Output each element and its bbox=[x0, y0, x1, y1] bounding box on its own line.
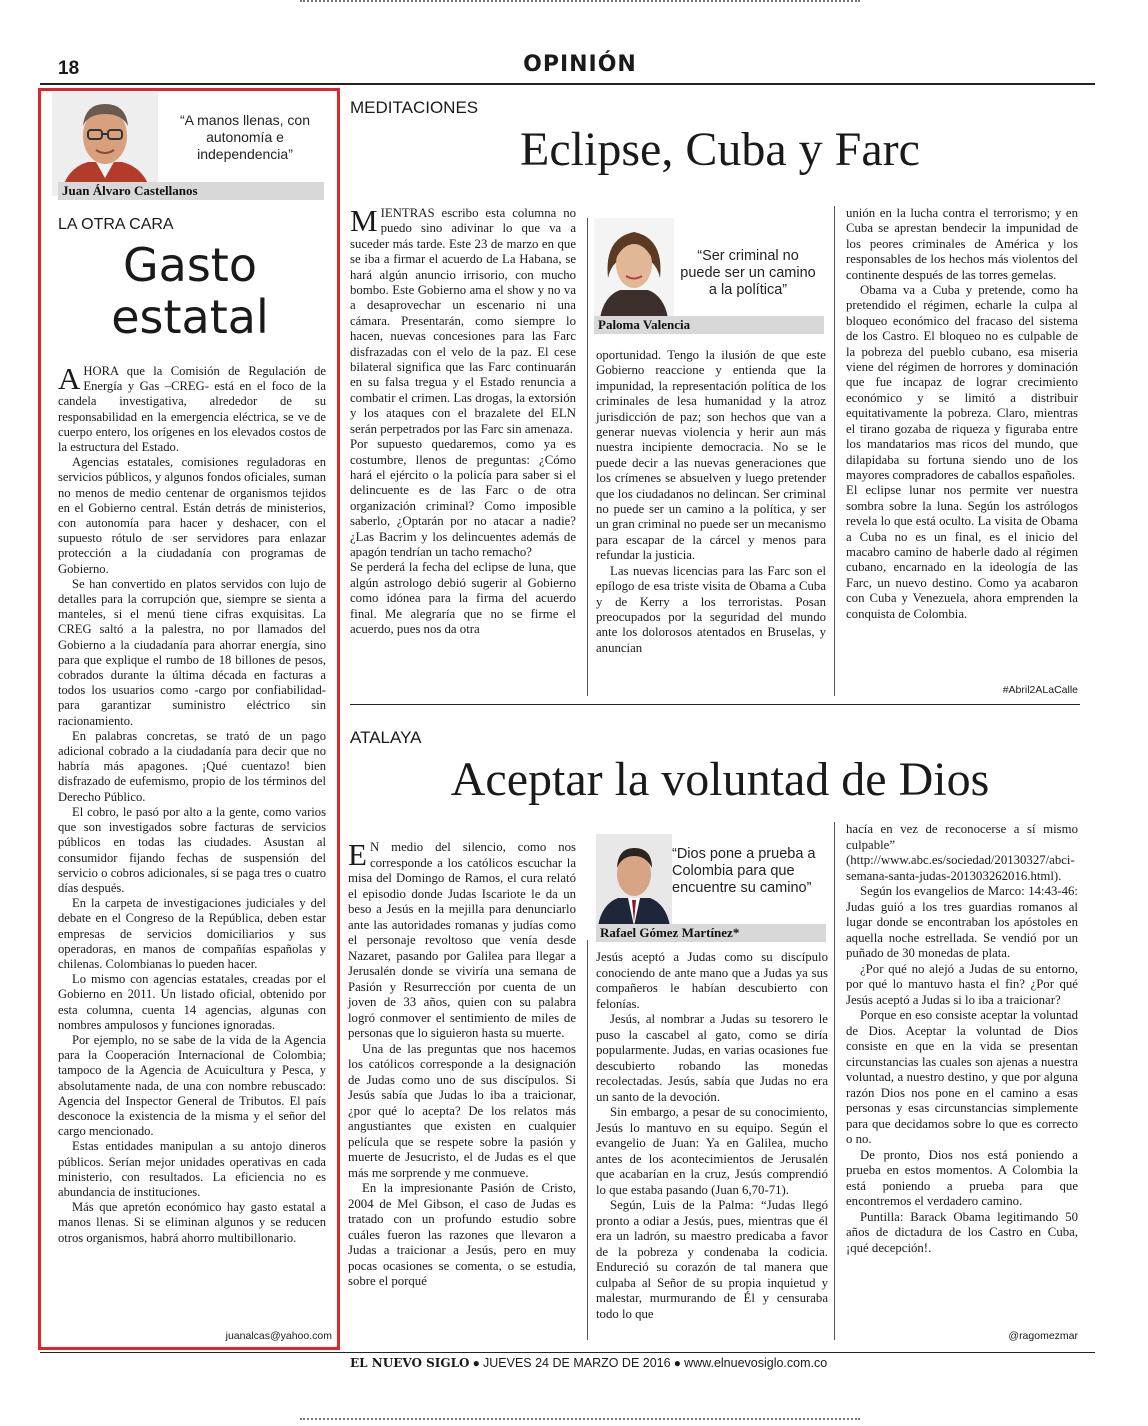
footer-dot-icon: ● bbox=[673, 1356, 681, 1370]
footer-brand: EL NUEVO SIGLO bbox=[350, 1356, 470, 1370]
column-rule bbox=[587, 940, 588, 1340]
top-paragraph: oportunidad. Tengo la ilusión de que este Gobierno reaccione y entienda que la impunidad, la representación política de los criminales de lesa humanidad y la atroz jurisdicción de paz; son hechos que van a generar nuevas violencia y herir aun más nuestra incipiente democracia. No se le puede decir a las nuevas generaciones que los crímenes se absuelven y luego pretender que los ciudadanos no delincan. Ser criminal no puede ser un camino a la política, y ser un gran criminal no puede ser un mecanismo para escapar de la cárcel y menos para refundar la justicia. bbox=[596, 348, 826, 563]
bottom-paragraph: En la impresionante Pasión de Cristo, 2004 de Mel Gibson, el caso de Judas es tratado con un profundo estudio sobre cuáles fueron las razones que llevaron a Judas a traicionar a Jesús, pero en muy pocas ocasiones se comenta, o se estudia, sobre el porqué bbox=[348, 1181, 576, 1288]
footer-url[interactable]: www.elnuevosiglo.com.co bbox=[684, 1356, 828, 1370]
left-quote: “A manos llenas, con autonomía e independencia” bbox=[180, 112, 310, 162]
top-paragraph: El eclipse lunar nos permite ver nuestra sombra sobre la luna. Según los astrólogos revela lo que está oculto. La visita de Obama a Cuba no es un final, es el inicio del macabro camino de haberle dado al régimen cubano, encarnado en la ideología de las Farc, un nuevo destino. Como ya acabaron con Cuba y Venezuela, ahora emprenden la conquista de Colombia. bbox=[846, 483, 1078, 621]
top-dropcap: M bbox=[350, 203, 378, 238]
left-paragraph: En palabras concretas, se trató de un pago adicional cobrado a la ciudadanía para decir que no habría más apagones. ¡Qué cuentazo! bien disfrazado de eufemismo, propio de los términos del Derecho Público. bbox=[58, 728, 326, 804]
section-divider bbox=[350, 704, 1080, 705]
bottom-author-name: Rafael Gómez Martínez* bbox=[596, 924, 826, 942]
top-paragraph: Por supuesto quedaremos, como ya es costumbre, llenos de preguntas: ¿Cómo hará el ejército o la policía para saber si el delincuente es de las Farc o de otra organización criminal? Como imposible saberlo, ¿Optarán por no atacar a nadie? ¿Las Bacrim y los delincuentes además de apagón tendrían un tacho remacho? bbox=[350, 437, 576, 559]
page-number: 18 bbox=[58, 58, 80, 79]
top-col-2 bbox=[596, 348, 826, 656]
left-title-line2: estatal bbox=[111, 290, 269, 344]
bottom-paragraph: hacía en vez de reconocerse a sí mismo culpable” (http://www.abc.es/sociedad/20130327/abci-semana-santa-judas-201303262016.html). bbox=[846, 822, 1078, 883]
top-strip bbox=[300, 0, 860, 6]
left-email[interactable]: juanalcas@yahoo.com bbox=[225, 1330, 332, 1342]
top-paragraph: unión en la lucha contra el terrorismo; y en Cuba se aprestan bendecir la impunidad de los peores criminales de América y los responsables de los hechos más violentos del continente después de las torres gemelas. bbox=[846, 206, 1078, 282]
top-paragraph: Se perderá la fecha del eclipse de luna, que algún astrologo debió sugerir al Gobierno como idónea para la firma del acuerdo final. Me alegraría que no se firme el acuerdo, pues nos da otra bbox=[350, 560, 576, 636]
bottom-dropcap: E bbox=[348, 837, 367, 872]
top-paragraph: IENTRAS escribo esta columna no puedo sino adivinar lo que va a suceder más tarde. Este 23 de marzo en que se iba a firmar el acuerdo de La Habana, se hará algún anuncio irrisorio, con mucho bombo. Este Gobierno ama el show y no va a desaprovechar un escenario ni una cámara. Presentarán, como siempre lo hacen, nuevas concesiones para las Farc disfrazadas con el velo de la paz. El cese bilateral significa que las Farc continuarán en su falsa tregua y el Estado renuncia a combatir el crimen. Las drogas, la extorsión y los ataques con el brazalete del ELN serán perpetrados por las Farc sin amenaza. bbox=[350, 206, 576, 436]
left-title-line1: Gasto bbox=[123, 238, 257, 292]
column-rule bbox=[587, 218, 588, 696]
column-rule bbox=[834, 822, 835, 1340]
author-photo-gomez bbox=[596, 834, 672, 926]
footer-dot-icon: ● bbox=[472, 1356, 480, 1370]
left-paragraph: El cobro, le pasó por alto a la gente, como varios que son investigados sobre facturas de servicios públicos en todas las ciudades. Asustan al consumidor fijando fechas de suspensión del servicio o cobros adicionales, si se paga tres o cuatro días después. bbox=[58, 804, 326, 895]
top-paragraph: Las nuevas licencias para las Farc son el epílogo de esa triste visita de Obama a Cuba y de Kerry a los terroristas. Posan preocupados por la seguridad del mundo ante los dolorosos atentados en Bruselas, y anuncian bbox=[596, 563, 826, 655]
footer-date: JUEVES 24 DE MARZO DE 2016 bbox=[483, 1356, 671, 1370]
author-photo-castellanos bbox=[52, 92, 158, 196]
left-paragraph: En la carpeta de investigaciones judiciales y del debate en el Congreso de la República, deben estar empresas de servicios domiciliarios y sus operadoras, en manos de compañías españolas y chilenas. Colombianas lo pueden hacer. bbox=[58, 896, 326, 971]
top-paragraph: Obama va a Cuba y pretende, como ha pretendido el régimen, echarle la culpa al bloqueo económico del fracaso del sistema de los Castro. El bloqueo no es culpable de la pobreza del pueblo cubano, esa miseria viene del régimen de horrores y dominación que fue incapaz de lograr crecimiento económico y se limitó a distribuir equitativamente la pobreza. Claro, mientras el tirano gozaba de riqueza y figuraba entre los mandatarios mas ricos del mundo, que dilapidaba su fortuna siendo uno de los mayores compradores de caballos españoles. bbox=[846, 283, 1078, 482]
bottom-col-3 bbox=[846, 822, 1078, 1256]
header-rule bbox=[40, 83, 1095, 85]
top-hashtag: #Abril2ALaCalle bbox=[1002, 684, 1078, 696]
bottom-strip bbox=[300, 1418, 860, 1424]
bottom-paragraph: Una de las preguntas que nos hacemos los católicos corresponde a la designación de Judas como uno de sus discípulos. Si Jesús sabía que Judas lo iba a traicionar, ¿por qué lo acepta? De los relatos más angustiantes que existen en cualquier película que se respete sobre la pasión y muerte de Jesucristo, el de Judas es el que más me sorprende y me conmueve. bbox=[348, 1041, 576, 1180]
top-author-name: Paloma Valencia bbox=[594, 316, 824, 334]
left-dropcap: A bbox=[58, 361, 81, 396]
left-paragraph: Lo mismo con agencias estatales, creadas por el Gobierno en 2011. Un listado oficial, obtenido por esta columna, cuenta 14 agencias, algunas con nombres ampulosos y funciones ignoradas. bbox=[58, 972, 326, 1032]
left-paragraph: Estas entidades manipulan a su antojo dineros públicos. Serían mejor unidades operativas en cada ministerio, con resultados. La eficiencia no es abundancia de instituciones. bbox=[58, 1139, 326, 1199]
bottom-paragraph: De pronto, Dios nos está poniendo a prueba en estos momentos. A Colombia la está poniendo a prueba para que encontremos el verdadero camino. bbox=[846, 1147, 1078, 1208]
bottom-paragraph: Porque en eso consiste aceptar la voluntad de Dios. Aceptar la voluntad de Dios consiste en que en la vida se presentan circunstancias las cuales son ajenas a nuestra voluntad, a nuestro destino, y que por alguna razón Dios nos pone en el camino a esas personas y esas circunstancias simplemente para que decidamos sobre lo que es correcto o no. bbox=[846, 1008, 1078, 1146]
bottom-col-1 bbox=[348, 837, 576, 1290]
bottom-paragraph: Sin embargo, a pesar de su conocimiento, Jesús lo mantuvo en su equipo. Según el evangelio de Juan: Ya en Galilea, mucho antes de los acontecimientos de Jerusalén que acabarían en la cruz, Jesús comprendió lo que estaba pasando (Juan 6,70-71). bbox=[596, 1105, 828, 1197]
bottom-title: Aceptar la voluntad de Dios bbox=[450, 753, 990, 806]
bottom-paragraph: Jesús, al nombrar a Judas su tesorero le puso la cascabel al gato, como se diría popularmente. Judas, en varias ocasiones fue descubierto robando las monedas recolectadas. Jesús, sabía que Judas no era un santo de la devoción. bbox=[596, 1012, 828, 1104]
footer-rule bbox=[40, 1352, 1095, 1353]
bottom-kicker: ATALAYA bbox=[350, 728, 422, 747]
column-rule bbox=[834, 206, 835, 696]
left-paragraph: Se han convertido en platos servidos con lujo de detalles para la corrupción que, siempre se sienta a manteles, si el menú tiene cifras exquisitas. La CREG saltó a la palestra, no por llamados del Gobierno a la ciudadanía para ahorrar energía, sino para que explique el rumbo de 18 billones de pesos, cobrados durante la última década en facturas a todos los usuarios como -cargo por confiabilidad- para garantizar suministro eléctrico sin racionamiento. bbox=[58, 576, 326, 728]
left-paragraph: Por ejemplo, no se sabe de la vida de la Agencia para la Cooperación Internacional de Colombia; tampoco de la Agencia de Acuicultura y Pesca, y absolutamente nada, de una con nombre rebuscado: Agencia del Inspector General de Tributos. El país desconoce la existencia de la misma y el señor del cargo mencionado. bbox=[58, 1032, 326, 1139]
section-title: OPINIÓN bbox=[523, 52, 637, 77]
bottom-paragraph: Puntilla: Barack Obama legitimando 50 años de dictadura de los Castro en Cuba, ¡qué decepción!. bbox=[846, 1209, 1078, 1255]
left-kicker: LA OTRA CARA bbox=[58, 216, 174, 233]
author-photo-valencia bbox=[594, 218, 674, 318]
top-quote: “Ser criminal no puede ser un camino a la política” bbox=[680, 248, 816, 298]
left-paragraph: Más que apretón económico hay gasto estatal a manos llenas. Si se eliminan algunos y se reducen otros organismos, habrá ahorro multibillonario. bbox=[58, 1200, 326, 1245]
left-author-name: Juan Álvaro Castellanos bbox=[58, 182, 324, 200]
bottom-paragraph: Según, Luis de la Palma: “Judas llegó pronto a odiar a Jesús, pues, mientras que él era un ladrón, su maestro predicaba a favor de la pobreza y condenaba la codicia. Endureció su corazón de tal manera que culpaba al Señor de su propia inquietud y malestar, murmurando de Él y censuraba todo lo que bbox=[596, 1198, 828, 1321]
footer bbox=[350, 1356, 828, 1374]
bottom-paragraph: ¿Por qué no alejó a Judas de su entorno, por qué lo mantuvo hasta el fin? ¿Por qué Jesús aceptó a Judas si lo iba a traicionar? bbox=[846, 961, 1078, 1007]
left-body bbox=[58, 361, 326, 1246]
left-paragraph: Agencias estatales, comisiones reguladoras en servicios públicos, y algunos fondos oficiales, suman no menos de medio centenar de organismos tejidos en el Gobierno central. Están detrás de ministerios, con autonomía para hacer y deshacer, con el supuesto rótulo de ser servidores para enlazar protección a la ciudadanía con programas de Gobierno. bbox=[58, 455, 326, 576]
bottom-paragraph: N medio del silencio, como nos corresponde a los católicos escuchar la misa del Domingo de Ramos, el cura relató el episodio donde Judas Iscariote le da un beso a Jesús en la mejilla para denunciarlo ante las autoridades romanas y judías como el personaje revoltoso que venía desde Nazaret, pasando por Galilea para llegar a Jerusalén donde se viviría una semana de Pasión y Resurrección por cuenta de un joven de 33 años, quien con su palabra logró conmover el sentimiento de miles de personas que lo siguieron hasta su muerte. bbox=[348, 840, 576, 1040]
bottom-handle: @ragomezmar bbox=[1008, 1330, 1078, 1342]
top-col-1 bbox=[350, 203, 576, 637]
top-col-3 bbox=[846, 206, 1078, 622]
bottom-quote: “Dios pone a prueba a Colombia para que encuentre su camino” bbox=[672, 846, 816, 896]
top-kicker: MEDITACIONES bbox=[350, 98, 479, 117]
bottom-paragraph: Jesús aceptó a Judas como su discípulo conociendo de ante mano que a Judas ya sus compañeros le habían descubierto con felonías. bbox=[596, 950, 828, 1011]
bottom-col-2 bbox=[596, 950, 828, 1322]
bottom-paragraph: Según los evangelios de Marco: 14:43-46: Judas guió a los tres guardias romanos al lugar donde se encontraban los apóstoles en aquella noche estrellada. Se vendió por un puñado de 30 monedas de plata. bbox=[846, 884, 1078, 960]
left-paragraph: HORA que la Comisión de Regulación de Energía y Gas –CREG- está en el foco de la candela investigativa, alrededor de su responsabilidad en la emergencia eléctrica, se ve de cuerpo entero, los orígenes en los elevados costos de la estructura del Estado. bbox=[58, 364, 326, 455]
top-title: Eclipse, Cuba y Farc bbox=[520, 123, 920, 176]
